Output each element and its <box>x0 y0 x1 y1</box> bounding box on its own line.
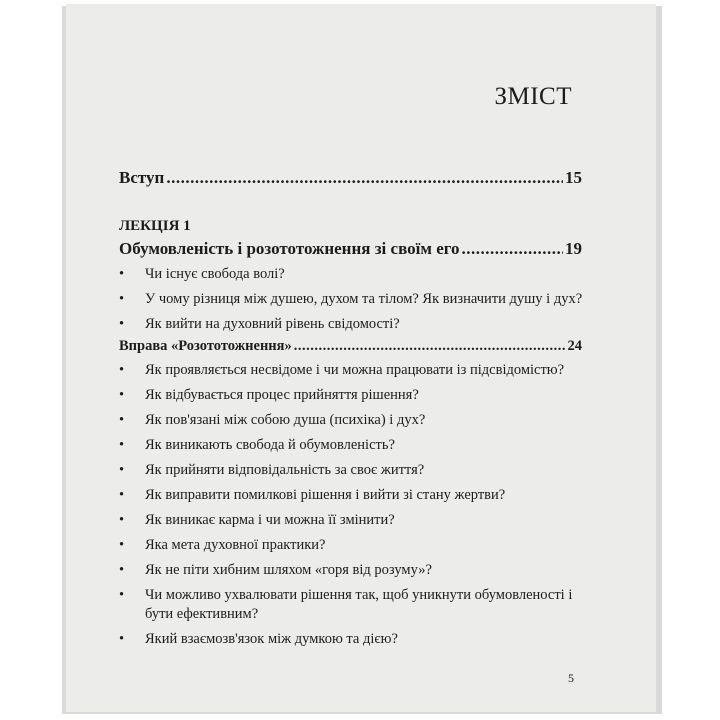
toc-question-item <box>119 265 589 284</box>
bullet-icon: • <box>119 512 125 528</box>
question-text: Як відбувається процес прийняття рішення? <box>145 387 419 403</box>
bullet-icon: • <box>119 631 125 647</box>
bullet-icon: • <box>119 587 125 603</box>
toc-question-item <box>119 386 589 405</box>
dot-leader <box>294 338 566 355</box>
toc-question-item <box>119 411 589 430</box>
question-text: Як виправити помилкові рішення і вийти зі стану жертви? <box>145 487 506 503</box>
toc-question-item <box>119 315 589 334</box>
toc-question-item <box>119 536 589 555</box>
page-number: 19 <box>565 239 582 258</box>
bullet-icon: • <box>119 462 125 478</box>
question-text: Як вийти на духовний рівень свідомості? <box>145 316 400 332</box>
entry-label: Вправа «Розототожнення» <box>119 338 292 354</box>
bullet-icon: • <box>119 487 125 503</box>
lecture-heading: ЛЕКЦІЯ 1 <box>119 218 191 234</box>
entry-label: Обумовленість і розототожнення зі своїм его <box>119 239 460 258</box>
question-text: Як проявляється несвідоме і чи можна працювати із підсвідомістю? <box>145 362 565 378</box>
bullet-icon: • <box>119 316 125 332</box>
toc-question-item <box>119 461 589 480</box>
entry-label: Вступ <box>119 168 165 187</box>
bullet-icon: • <box>119 266 125 282</box>
toc-entry-exercise[interactable] <box>119 338 582 355</box>
question-text: Як прийняти відповідальність за своє життя? <box>145 462 425 478</box>
bullet-icon: • <box>119 291 125 307</box>
question-text: Як пов'язані між собою душа (психіка) і дух? <box>145 412 426 428</box>
question-text: Який взаємозв'язок між думкою та дією? <box>145 631 398 647</box>
bullet-icon: • <box>119 362 125 378</box>
question-text: Як виникають свобода й обумовленість? <box>145 437 395 453</box>
toc-entry-lecture-1[interactable] <box>119 239 582 259</box>
folio-page-number: 5 <box>568 671 574 685</box>
bullet-icon: • <box>119 537 125 553</box>
toc-question-item <box>119 586 589 624</box>
page-number: 15 <box>565 168 582 187</box>
bullet-icon: • <box>119 437 125 453</box>
toc-question-item <box>119 290 589 309</box>
toc-entry-intro[interactable] <box>119 168 582 188</box>
question-text: Яка мета духовної практики? <box>145 537 326 553</box>
bullet-icon: • <box>119 562 125 578</box>
dot-leader <box>166 168 563 188</box>
question-text: Як не піти хибним шляхом «горя від розуму»? <box>145 562 432 578</box>
toc-title: ЗМІСТ <box>494 83 572 110</box>
book-page <box>66 4 656 712</box>
toc-question-item <box>119 486 589 505</box>
toc-question-item <box>119 511 589 530</box>
exercise-questions-list <box>119 361 589 655</box>
bullet-icon: • <box>119 412 125 428</box>
bullet-icon: • <box>119 387 125 403</box>
dot-leader <box>462 239 563 259</box>
page-number: 24 <box>567 338 582 354</box>
question-text: Чи можливо ухвалювати рішення так, щоб уникнути обумовленості і бути ефективним? <box>145 587 573 622</box>
question-text: Як виникає карма і чи можна її змінити? <box>145 512 395 528</box>
toc-question-item <box>119 436 589 455</box>
lecture-questions-list <box>119 265 589 340</box>
question-text: Чи існує свобода волі? <box>145 266 285 282</box>
toc-question-item <box>119 361 589 380</box>
question-text: У чому різниця між душею, духом та тілом? Як визначити душу і дух? <box>145 291 583 307</box>
toc-question-item <box>119 561 589 580</box>
toc-question-item <box>119 630 589 649</box>
